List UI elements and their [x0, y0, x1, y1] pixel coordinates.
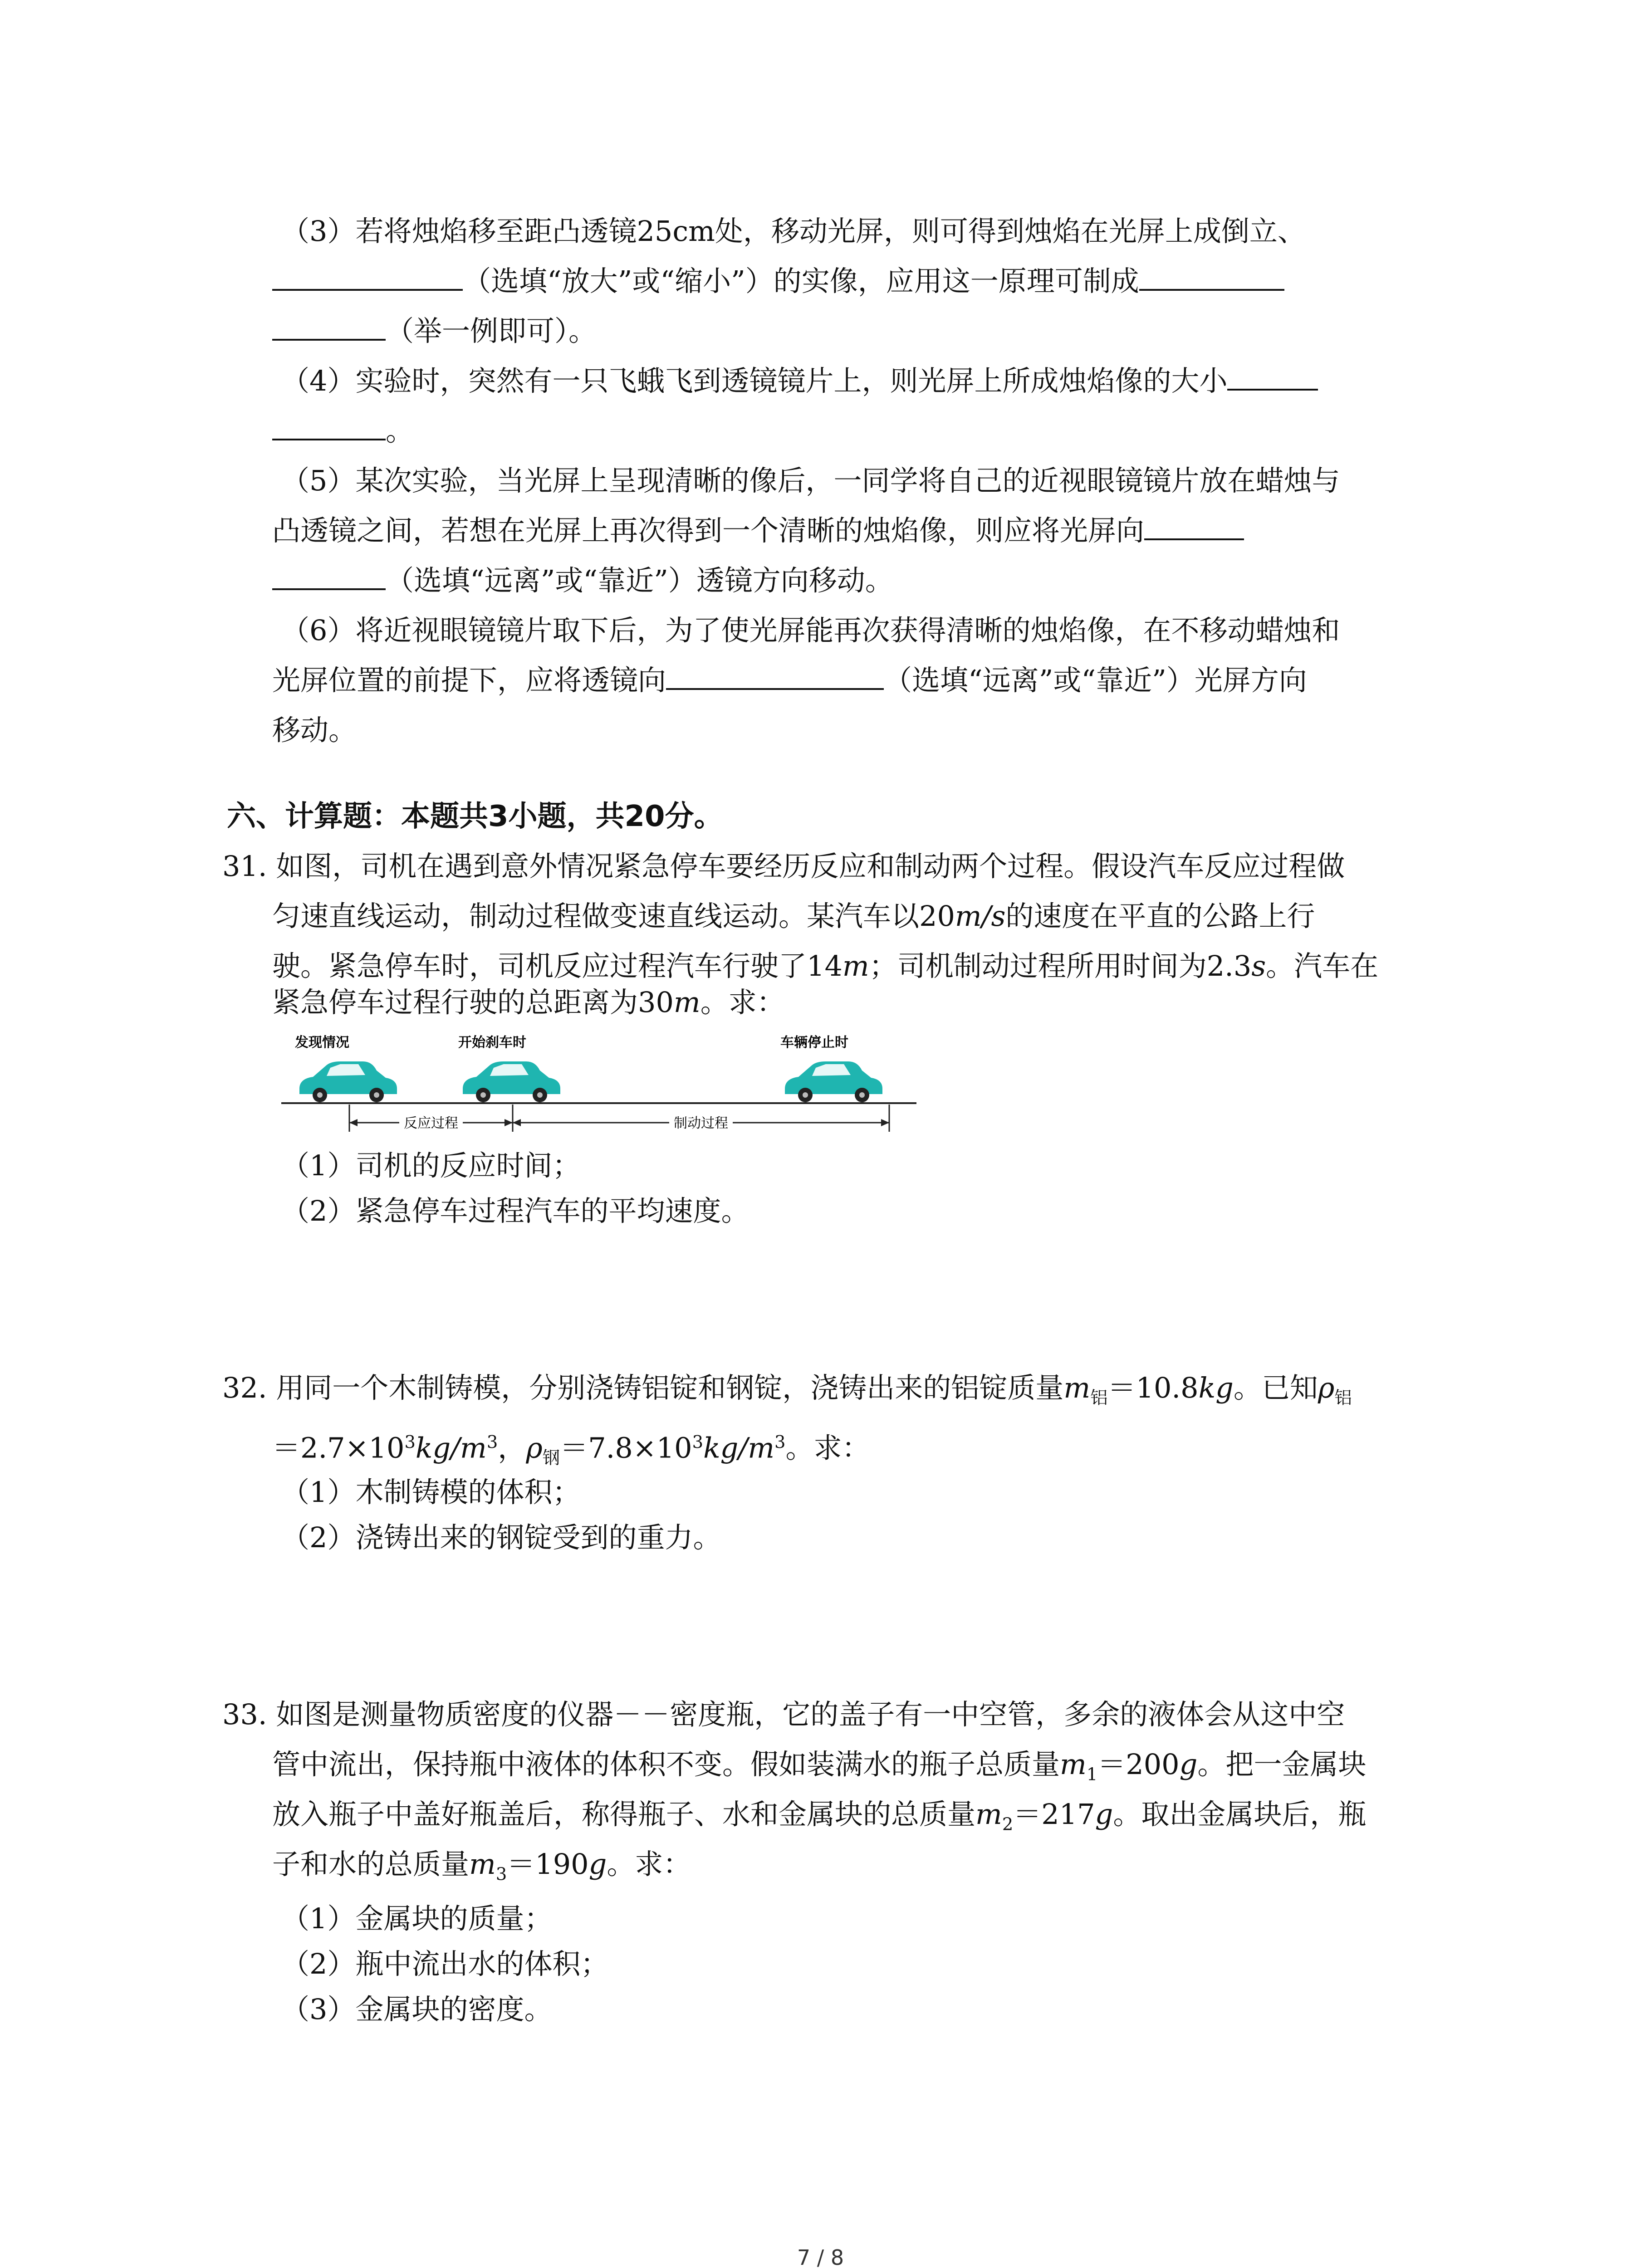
q32-text: ＝10.8 [1107, 1371, 1199, 1404]
superscript: 3 [486, 1432, 498, 1452]
q31-text: 的速度在平直的公路上行 [1005, 899, 1315, 933]
q33-sub2: （2）瓶中流出水的体积； [281, 1947, 609, 1980]
label-reaction: 反应过程 [404, 1115, 458, 1131]
answer-blank[interactable] [272, 313, 386, 341]
q33-text: 。取出金属块后，瓶 [1113, 1798, 1367, 1831]
car-icon [463, 1061, 560, 1102]
q33-line3 [272, 1796, 1366, 1843]
car-icon [299, 1061, 397, 1102]
superscript: 3 [774, 1432, 786, 1452]
unit: g [1179, 1748, 1198, 1781]
q33-sub1: （1）金属块的质量； [281, 1902, 553, 1935]
symbol: m [469, 1848, 496, 1881]
q30-p3-line3-text: （举一例即可）。 [386, 314, 597, 347]
q30-p3-line1: （3）若将烛焰移至距凸透镜25cm处，移动光屏，则可得到烛焰在光屏上成倒立、 [281, 215, 1306, 248]
q32-sub1: （1）木制铸模的体积； [281, 1476, 581, 1509]
subscript: 1 [1086, 1764, 1098, 1785]
q33-line1: 33. 如图是测量物质密度的仪器－－密度瓶，它的盖子有一中空管，多余的液体会从这中空 [222, 1698, 1345, 1731]
q31-text: 。汽车在 [1266, 949, 1379, 982]
answer-blank[interactable] [1144, 513, 1244, 540]
answer-blank[interactable] [272, 264, 463, 291]
car-braking-diagram [281, 1030, 916, 1139]
answer-blank[interactable] [1227, 363, 1318, 391]
answer-blank[interactable] [272, 563, 386, 590]
q33-text: 子和水的总质量 [272, 1848, 470, 1881]
q32-line1 [222, 1370, 1352, 1416]
q30-p5-line2 [272, 513, 1244, 549]
label-braking: 制动过程 [674, 1115, 728, 1131]
unit: g [588, 1848, 607, 1881]
q31-sub2: （2）紧急停车过程汽车的平均速度。 [281, 1194, 749, 1227]
unit: kg/m [703, 1431, 775, 1465]
unit: m/s [955, 899, 1006, 933]
q31-line3 [272, 948, 1378, 984]
q30-p3-line3 [272, 313, 597, 349]
unit: m [673, 986, 700, 1019]
section-heading: 六、计算题：本题共3小题，共20分。 [227, 800, 723, 833]
q30-p4-line2-text: 。 [386, 414, 414, 447]
q31-text: 。求： [700, 986, 785, 1019]
q31-text: 匀速直线运动，制动过程做变速直线运动。某汽车以20 [272, 899, 955, 933]
q32-text: 。求： [785, 1431, 870, 1465]
q32-text: ＝7.8×10 [560, 1431, 692, 1465]
q33-text: 放入瓶子中盖好瓶盖后，称得瓶子、水和金属块的总质量 [272, 1798, 976, 1831]
q30-p6-line1: （6）将近视眼镜镜片取下后，为了使光屏能再次获得清晰的烛焰像，在不移动蜡烛和 [281, 614, 1340, 647]
q33-text: 。求： [607, 1848, 691, 1881]
answer-blank[interactable] [272, 413, 386, 440]
unit: g [1095, 1798, 1113, 1831]
q32-text: ， [498, 1431, 526, 1465]
q33-line2 [272, 1746, 1366, 1793]
unit: m [842, 949, 869, 982]
q31-sub1: （1）司机的反应时间； [281, 1149, 581, 1182]
symbol: m [975, 1798, 1002, 1831]
q33-text: ＝190 [507, 1848, 589, 1881]
label-stop: 车辆停止时 [780, 1035, 848, 1051]
q31-text: 紧急停车过程行驶的总距离为30 [272, 986, 674, 1019]
subscript: 铝 [1334, 1388, 1352, 1408]
q30-p5-line1: （5）某次实验，当光屏上呈现清晰的像后，一同学将自己的近视眼镜镜片放在蜡烛与 [281, 464, 1340, 497]
symbol: m [1063, 1371, 1091, 1404]
q32-text: 。已知 [1233, 1371, 1318, 1404]
q30-p6-line2 [272, 662, 1307, 699]
q33-text: ＝200 [1097, 1748, 1180, 1781]
answer-blank[interactable] [1139, 264, 1284, 291]
q32-text: 32. 用同一个木制铸模，分别浇铸铝锭和钢锭，浇铸出来的铝锭质量 [222, 1371, 1064, 1404]
q33-text: ＝217 [1013, 1798, 1095, 1831]
q31-line1: 31. 如图，司机在遇到意外情况紧急停车要经历反应和制动两个过程。假设汽车反应过程做 [222, 850, 1345, 883]
q30-p5-line3 [272, 562, 893, 599]
q30-p4-line1-text: （4）实验时，突然有一只飞蛾飞到透镜镜片上，则光屏上所成烛焰像的大小 [281, 364, 1228, 397]
q30-p4-line1 [281, 363, 1318, 399]
label-brake: 开始刹车时 [458, 1035, 526, 1051]
q30-p3-line2-text: （选填“放大”或“缩小”）的实像，应用这一原理可制成 [463, 264, 1139, 298]
subscript: 铝 [1090, 1388, 1108, 1408]
q32-sub2: （2）浇铸出来的钢锭受到的重力。 [281, 1521, 721, 1554]
q32-text: ＝2.7×10 [272, 1431, 405, 1465]
superscript: 3 [404, 1432, 416, 1452]
unit: kg/m [415, 1431, 487, 1465]
symbol: m [1060, 1748, 1087, 1781]
q31-text: 驶。紧急停车时，司机反应过程汽车行驶了14 [272, 949, 843, 982]
q30-p3-line2 [272, 263, 1284, 299]
q30-p6-line2-text-b: （选填“远离”或“靠近”）光屏方向 [884, 664, 1307, 697]
unit: s [1251, 949, 1266, 982]
q30-p4-line2 [272, 413, 414, 449]
q30-p5-line2-text: 凸透镜之间，若想在光屏上再次得到一个清晰的烛焰像，则应将光屏向 [272, 514, 1145, 547]
q31-text: ；司机制动过程所用时间为2.3 [869, 949, 1252, 982]
q33-line4 [272, 1846, 691, 1892]
subscript: 2 [1002, 1814, 1014, 1835]
q31-line2 [272, 898, 1315, 934]
superscript: 3 [692, 1432, 704, 1452]
q33-text: 管中流出，保持瓶中液体的体积不变。假如装满水的瓶子总质量 [272, 1748, 1060, 1781]
q33-sub3: （3）金属块的密度。 [281, 1993, 553, 2026]
subscript: 3 [495, 1864, 507, 1885]
q30-p6-line2-text: 光屏位置的前提下，应将透镜向 [272, 664, 666, 697]
q30-p6-line3: 移动。 [272, 714, 357, 747]
label-found: 发现情况 [295, 1035, 349, 1051]
symbol: ρ [1318, 1371, 1335, 1404]
q31-line4 [272, 984, 785, 1021]
q33-text: 。把一金属块 [1197, 1748, 1367, 1781]
answer-blank[interactable] [666, 663, 884, 690]
car-icon [785, 1061, 882, 1102]
q30-p5-line3-text: （选填“远离”或“靠近”）透镜方向移动。 [386, 564, 893, 597]
q32-line2 [272, 1424, 870, 1476]
subscript: 钢 [542, 1448, 560, 1469]
unit: kg [1198, 1371, 1234, 1404]
page-number: 7 / 8 [797, 2245, 844, 2268]
symbol: ρ [526, 1431, 543, 1465]
